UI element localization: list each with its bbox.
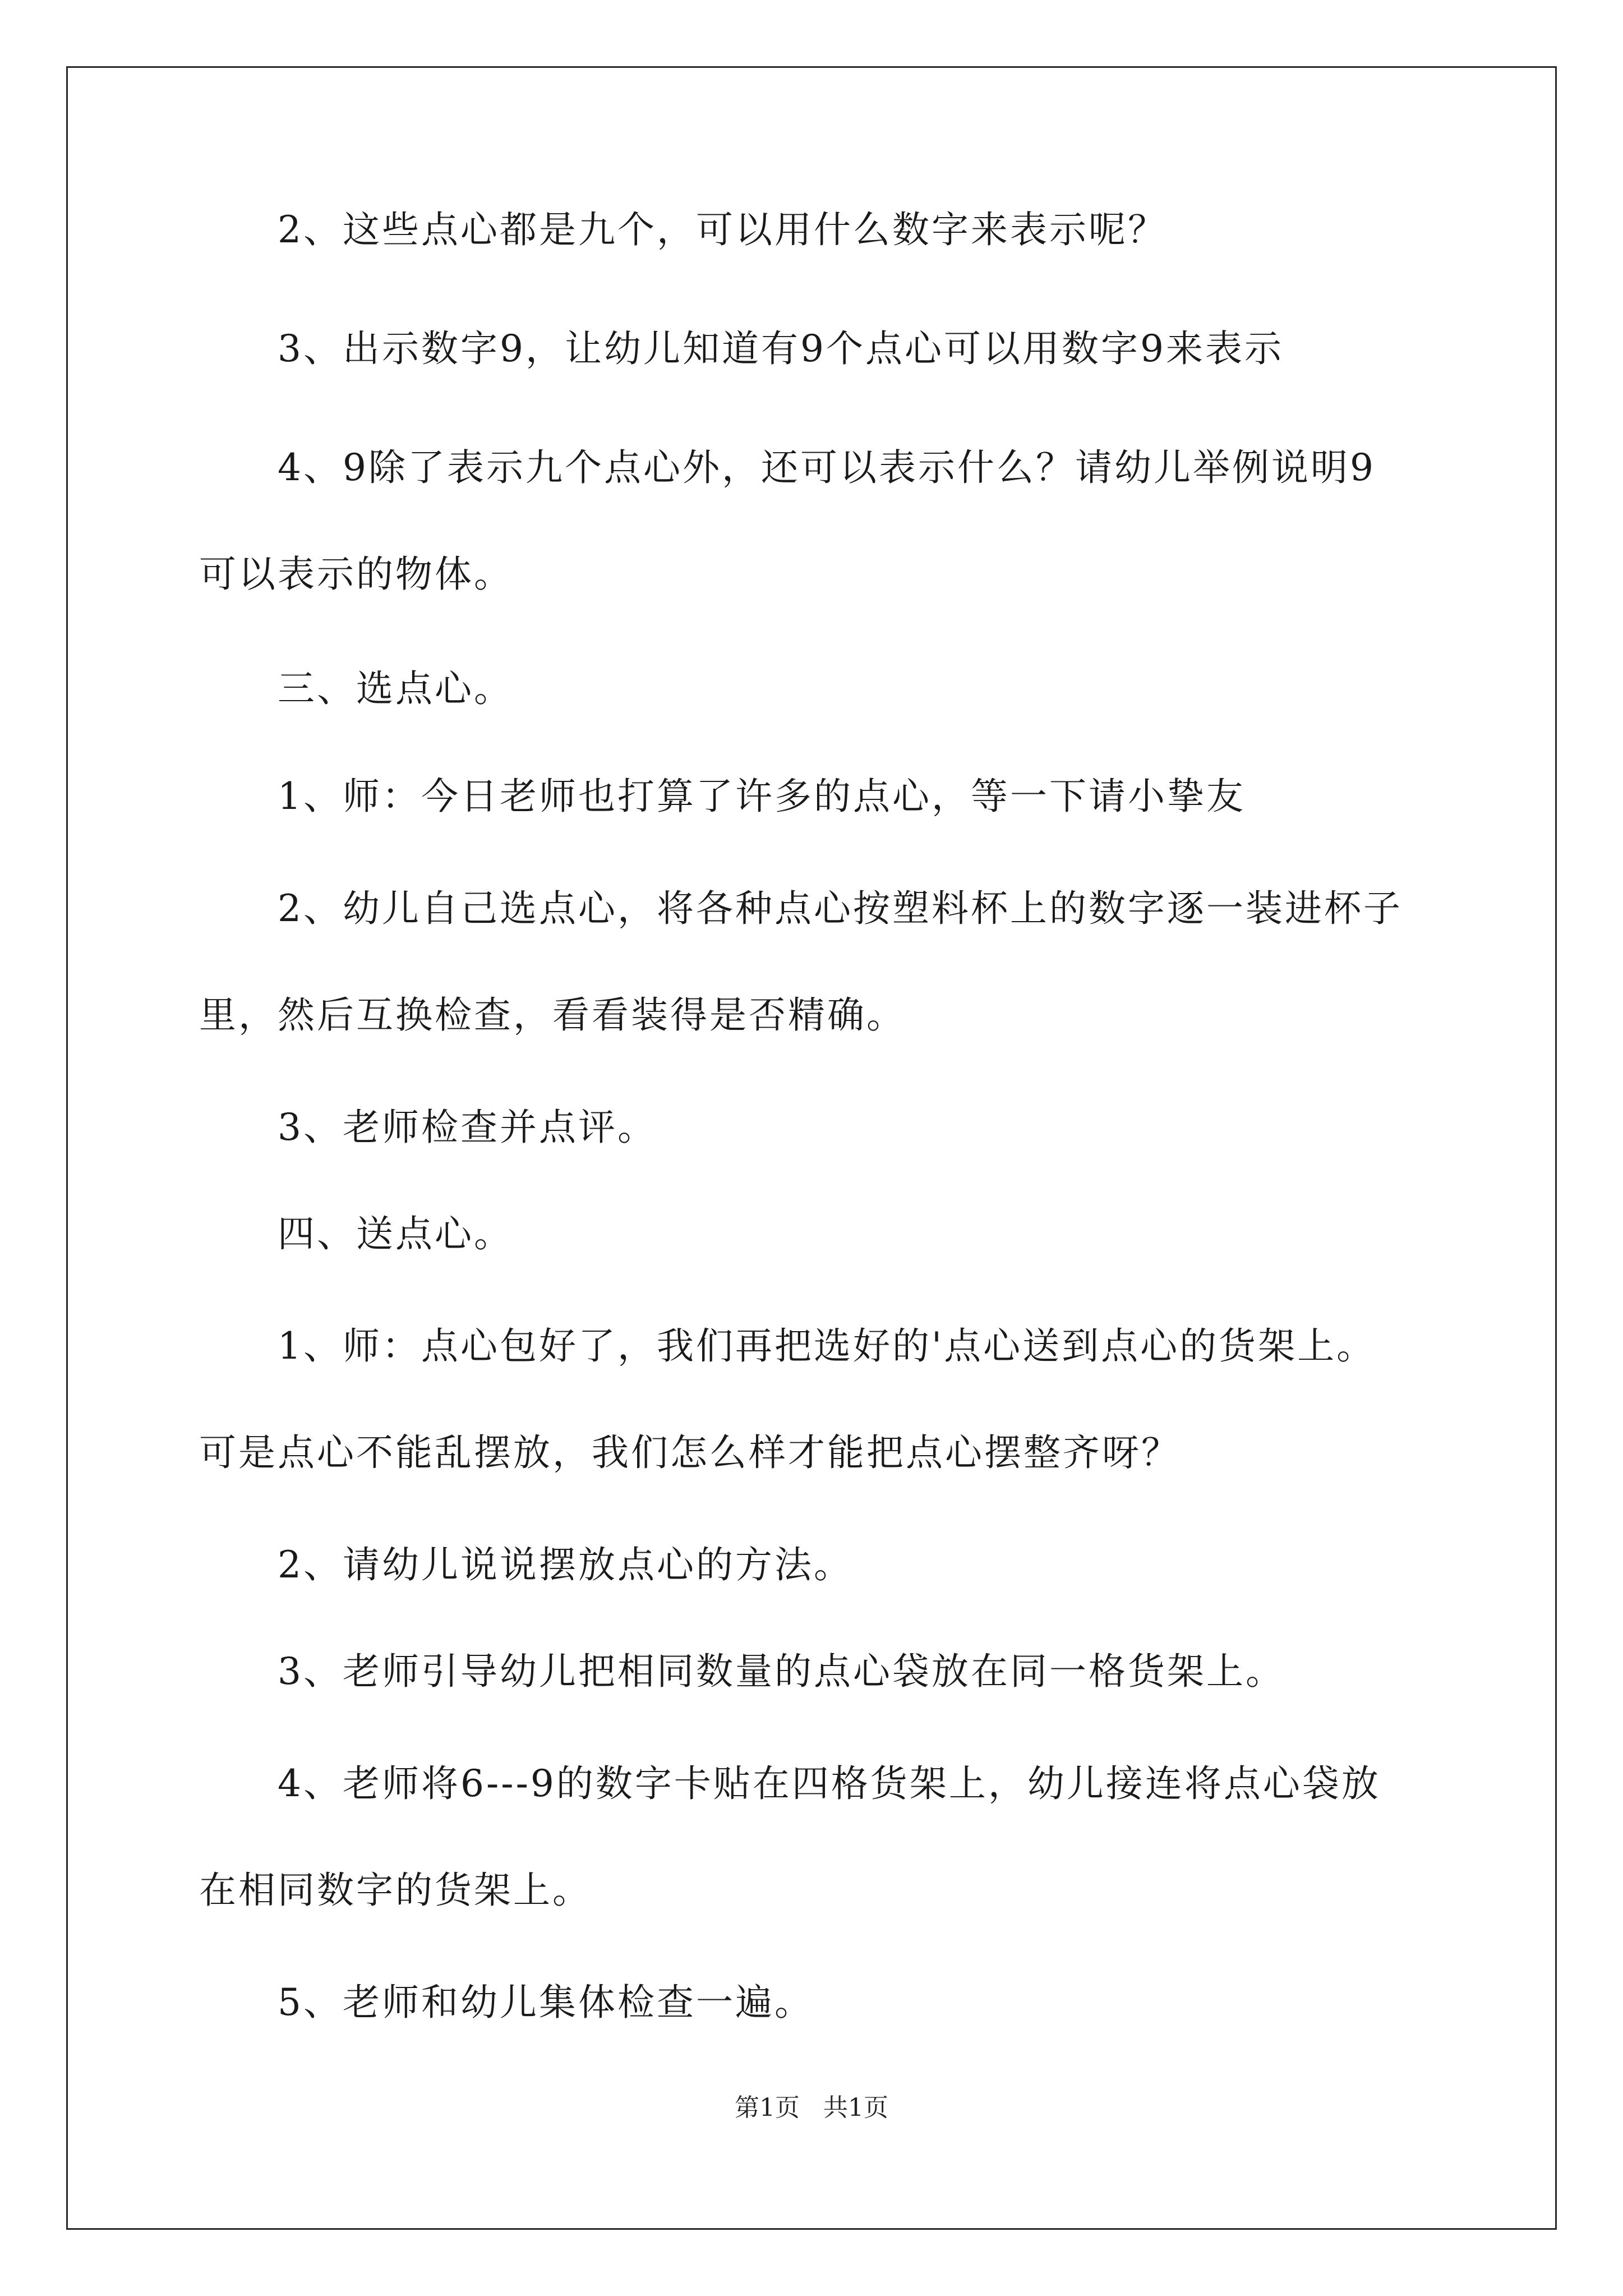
paragraph-line: 5、老师和幼儿集体检查一遍。 xyxy=(278,1981,814,2024)
paragraph-line: 3、出示数字9，让幼儿知道有9个点心可以用数字9来表示 xyxy=(278,327,1284,370)
paragraph-line: 里，然后互换检查，看看装得是否精确。 xyxy=(199,993,906,1037)
paragraph-line: 在相同数字的货架上。 xyxy=(199,1869,592,1912)
section-heading: 四、送点心。 xyxy=(278,1212,513,1255)
paragraph-line: 2、幼儿自己选点心，将各种点心按塑料杯上的数字逐一装进杯子 xyxy=(278,887,1403,930)
paragraph-line: 2、请幼儿说说摆放点心的方法。 xyxy=(278,1543,853,1586)
paragraph-line: 1、师：今日老师也打算了许多的点心，等一下请小挚友 xyxy=(278,775,1246,818)
paragraph-line: 可是点心不能乱摆放，我们怎么样才能把点心摆整齐呀？ xyxy=(199,1431,1181,1474)
section-heading: 三、选点心。 xyxy=(278,667,513,710)
paragraph-line: 1、师：点心包好了，我们再把选好的'点心送到点心的货架上。 xyxy=(278,1324,1376,1368)
page-number-footer: 第1页 共1页 xyxy=(735,2093,888,2122)
paragraph-line: 2、这些点心都是九个，可以用什么数字来表示呢？ xyxy=(278,208,1167,251)
paragraph-line: 可以表示的物体。 xyxy=(199,553,513,596)
paragraph-line: 3、老师引导幼儿把相同数量的点心袋放在同一格货架上。 xyxy=(278,1650,1285,1693)
paragraph-line: 4、老师将6---9的数字卡贴在四格货架上，幼儿接连将点心袋放 xyxy=(278,1762,1381,1805)
paragraph-line: 3、老师检查并点评。 xyxy=(278,1106,657,1149)
paragraph-line: 4、9除了表示九个点心外，还可以表示什么？请幼儿举例说明9 xyxy=(278,446,1376,489)
